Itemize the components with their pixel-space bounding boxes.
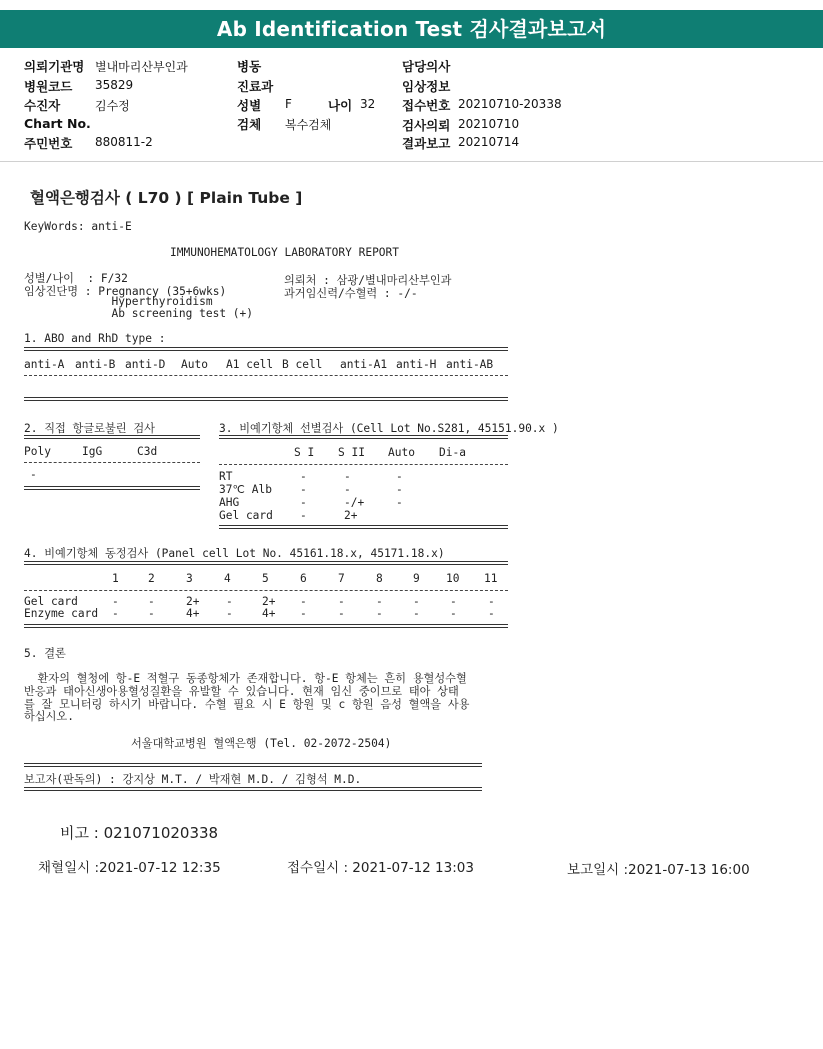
header-divider — [0, 161, 823, 162]
screen-cell: - — [300, 496, 307, 509]
abo-col-anti-d: anti-D — [125, 358, 166, 371]
recipient-label: 수진자 — [24, 98, 61, 113]
panel-cell: - — [300, 595, 307, 608]
ward-label: 병동 — [237, 59, 262, 74]
dat-col-igg: IgG — [82, 445, 103, 458]
conclusion-line-4: 하십시오. — [24, 710, 74, 723]
screen-col-s1: S I — [294, 446, 315, 459]
panel-cell: - — [112, 607, 119, 620]
panel-col: 5 — [262, 572, 269, 585]
panel-col: 8 — [376, 572, 383, 585]
result-report-label: 결과보고 — [402, 136, 451, 151]
dat-section-title: 2. 직접 항글로불린 검사 — [24, 422, 155, 435]
panel-col: 3 — [186, 572, 193, 585]
abo-col-anti-a: anti-A — [24, 358, 65, 371]
panel-rule-mid — [24, 590, 508, 591]
blood-bank-contact: 서울대학교병원 혈액은행 (Tel. 02-2072-2504) — [131, 737, 392, 750]
panel-col: 11 — [484, 572, 498, 585]
abo-col-anti-a1: anti-A1 — [340, 358, 388, 371]
referral-source: 의뢰처 : 삼광/별내마리산부인과 — [284, 274, 452, 287]
screen-cell: - — [300, 483, 307, 496]
screen-cell: - — [300, 509, 307, 522]
panel-cell: - — [226, 607, 233, 620]
specimen-label: 검체 — [237, 117, 262, 132]
report-datetime: 보고일시 :2021-07-13 16:00 — [567, 862, 750, 878]
sex-value: F — [285, 97, 292, 111]
panel-cell: - — [226, 595, 233, 608]
lab-report-title: IMMUNOHEMATOLOGY LABORATORY REPORT — [170, 246, 400, 259]
panel-cell: - — [338, 607, 345, 620]
age-value: 32 — [360, 97, 376, 111]
panel-cell: - — [148, 595, 155, 608]
report-header-card — [0, 0, 823, 162]
screen-cell: - — [396, 483, 403, 496]
panel-cell: - — [376, 595, 383, 608]
resident-no-value: 880811-2 — [95, 135, 153, 149]
patient-sex-age: 성별/나이 : F/32 — [24, 272, 128, 285]
receipt-no-value: 20210710-20338 — [458, 97, 562, 111]
screen-row-label: AHG — [219, 496, 240, 509]
dat-col-c3d: C3d — [137, 445, 158, 458]
panel-cell: 2+ — [262, 595, 276, 608]
screen-cell: - — [396, 496, 403, 509]
screen-cell: - — [396, 470, 403, 483]
chart-no-label: Chart No. — [24, 116, 91, 131]
conclusion-line-1: 환자의 혈청에 항-E 적혈구 동종항체가 존재합니다. 항-E 항체는 흔히 용혈성수혈 — [24, 672, 467, 685]
dat-rule-bottom — [24, 486, 200, 490]
screen-cell: - — [344, 483, 351, 496]
panel-cell: - — [148, 607, 155, 620]
panel-cell: - — [112, 595, 119, 608]
test-request-value: 20210710 — [458, 117, 520, 131]
panel-col: 9 — [413, 572, 420, 585]
patient-diagnosis: 임상진단명 : Pregnancy (35+6wks) — [24, 285, 227, 298]
panel-section-title: 4. 비예기항체 동정검사 (Panel cell Lot No. 45161.18.x, 45171.18.x) — [24, 547, 445, 560]
screen-cell: - — [344, 470, 351, 483]
doctor-label: 담당의사 — [402, 59, 451, 74]
age-label: 나이 — [328, 98, 353, 113]
panel-rule-bottom — [24, 624, 508, 628]
specimen-value: 복수검체 — [285, 118, 332, 132]
panel-cell: - — [338, 595, 345, 608]
screen-row-label: RT — [219, 470, 233, 483]
conclusion-line-3: 를 잘 모니터링 하시기 바랍니다. 수혈 필요 시 E 항원 및 c 항원 음성 혈액을 사용 — [24, 698, 470, 711]
abo-col-auto: Auto — [181, 358, 208, 371]
screen-rule-top — [219, 435, 508, 439]
panel-cell: - — [450, 595, 457, 608]
panel-cell: - — [488, 607, 495, 620]
clinical-info-label: 임상정보 — [402, 79, 451, 94]
referring-inst-value: 별내마리산부인과 — [95, 60, 188, 74]
signoff-rule-top — [24, 763, 482, 767]
abo-col-a1-cell: A1 cell — [226, 358, 274, 371]
panel-cell: - — [376, 607, 383, 620]
dat-rule-top — [24, 435, 200, 439]
abo-section-title: 1. ABO and RhD type : — [24, 332, 166, 345]
abo-col-anti-b: anti-B — [75, 358, 116, 371]
screen-cell: 2+ — [344, 509, 358, 522]
panel-row-label: Enzyme card — [24, 607, 99, 620]
panel-cell: - — [450, 607, 457, 620]
hospital-code-value: 35829 — [95, 78, 134, 92]
receipt-datetime: 접수일시 : 2021-07-12 13:03 — [287, 860, 474, 876]
screen-row-label: Gel card — [219, 509, 273, 522]
referring-inst-label: 의뢰기관명 — [24, 59, 85, 74]
panel-cell: - — [413, 595, 420, 608]
panel-col: 4 — [224, 572, 231, 585]
abo-rule-top — [24, 347, 508, 351]
abo-rule-bottom — [24, 397, 508, 401]
panel-row-label: Gel card — [24, 595, 78, 608]
reporter-line: 보고자(판독의) : 강지상 M.T. / 박재현 M.D. / 김형석 M.D. — [24, 773, 362, 786]
panel-cell: 4+ — [186, 607, 200, 620]
pregnancy-transfusion-history: 과거임신력/수혈력 : -/- — [284, 287, 418, 300]
abo-rule-mid — [24, 375, 508, 376]
abo-col-anti-ab: anti-AB — [446, 358, 494, 371]
panel-cell: - — [488, 595, 495, 608]
panel-rule-top — [24, 561, 508, 565]
hospital-code-label: 병원코드 — [24, 79, 73, 94]
patient-diagnosis-3: Ab screening test (+) — [24, 307, 254, 320]
panel-cell: - — [300, 607, 307, 620]
panel-col: 1 — [112, 572, 119, 585]
panel-col: 10 — [446, 572, 460, 585]
screen-col-auto: Auto — [388, 446, 415, 459]
screen-section-title: 3. 비예기항체 선별검사 (Cell Lot No.S281, 45151.90.x ) — [219, 422, 559, 435]
screen-rule-bottom — [219, 525, 508, 529]
result-report-value: 20210714 — [458, 135, 520, 149]
panel-cell: 4+ — [262, 607, 276, 620]
abo-col-anti-h: anti-H — [396, 358, 437, 371]
panel-col: 6 — [300, 572, 307, 585]
dept-label: 진료과 — [237, 79, 274, 94]
report-section-title: 혈액은행검사 ( L70 ) [ Plain Tube ] — [30, 189, 303, 207]
collection-datetime: 채혈일시 :2021-07-12 12:35 — [38, 860, 221, 876]
signoff-rule-bottom — [24, 787, 482, 791]
panel-col: 7 — [338, 572, 345, 585]
screen-rule-mid — [219, 464, 508, 465]
dat-value-poly: - — [30, 468, 37, 481]
report-title: Ab Identification Test 검사결과보고서 — [0, 10, 823, 48]
screen-cell: - — [300, 470, 307, 483]
resident-no-label: 주민번호 — [24, 136, 73, 151]
conclusion-line-2: 반응과 태아신생아용혈성질환을 유발할 수 있습니다. 현재 임신 중이므로 태아 상태 — [24, 685, 459, 698]
conclusion-section-title: 5. 결론 — [24, 647, 66, 660]
remark-note: 비고 : 021071020338 — [60, 824, 219, 842]
screen-col-s2: S II — [338, 446, 365, 459]
screen-row-label: 37℃ Alb — [219, 483, 272, 496]
panel-cell: 2+ — [186, 595, 200, 608]
panel-col: 2 — [148, 572, 155, 585]
keywords-line: KeyWords: anti-E — [24, 220, 132, 233]
recipient-value: 김수정 — [95, 99, 130, 113]
screen-cell: -/+ — [344, 496, 365, 509]
screen-col-dia: Di-a — [439, 446, 466, 459]
receipt-no-label: 접수번호 — [402, 98, 451, 113]
patient-diagnosis-2: Hyperthyroidism — [24, 295, 213, 308]
abo-col-b-cell: B cell — [282, 358, 323, 371]
sex-label: 성별 — [237, 98, 262, 113]
dat-rule-mid — [24, 462, 200, 463]
test-request-label: 검사의뢰 — [402, 118, 451, 133]
dat-col-poly: Poly — [24, 445, 51, 458]
panel-cell: - — [413, 607, 420, 620]
